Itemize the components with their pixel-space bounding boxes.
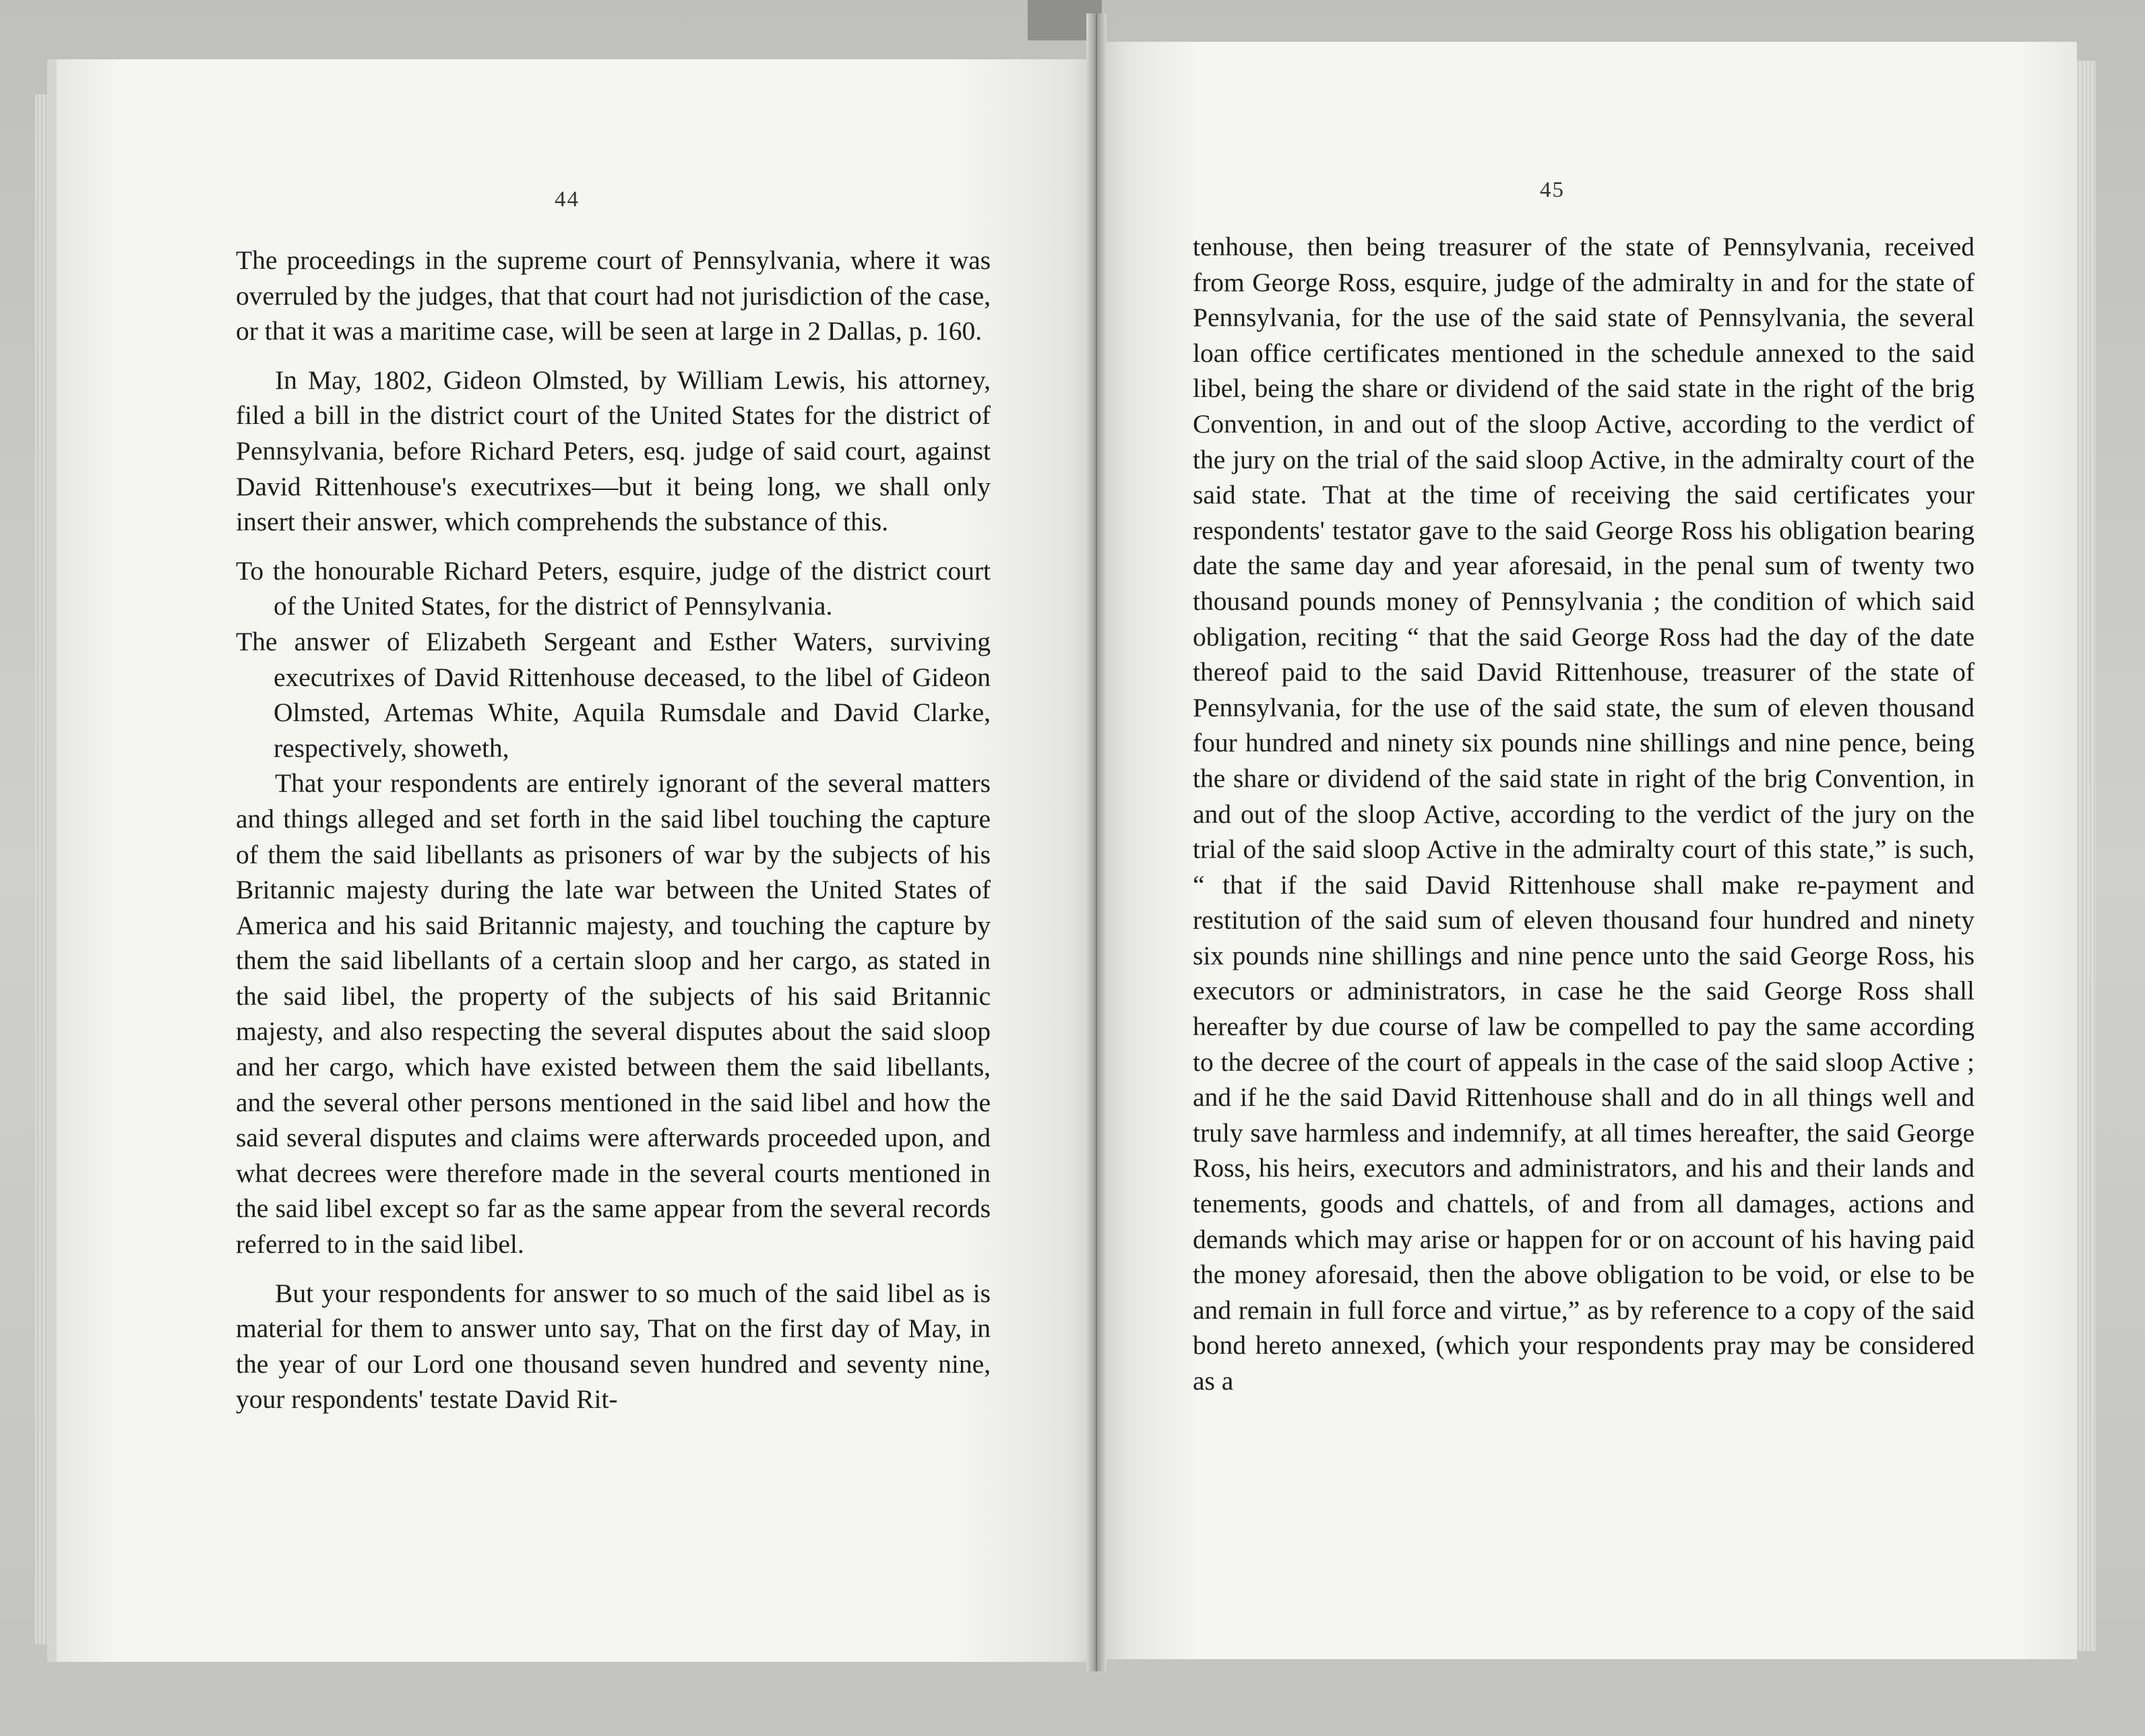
paragraph-bill-filed: In May, 1802, Gideon Olmsted, by William Lewis, his attorney, filed a bill in the district court of the United States for the district of Pennsylvania, before Richard Peters, esq. judge of said court, against David Rittenhouse's executrixes—but it being long, we shall only insert their answer, which comprehends the substance of this. [236, 365, 991, 537]
paragraph-proceedings: The proceedings in the supreme court of Pennsylvania, where it was overruled by the judges, that that court had not jurisdiction of the case, or that it was a maritime case, will be seen at large in 2 Dallas, p. 160. [236, 245, 991, 346]
left-page-text [236, 243, 991, 1417]
paragraph-respondents-answer: But your respondents for answer to so much of the said libel as is material for them to answer unto say, That on the first day of May, in the year of our Lord one thousand seven hundred and seventy nine, your respondents' testate David Rit- [236, 1278, 991, 1415]
paragraph-continuation: tenhouse, then being treasurer of the state of Pennsylvania, received from George Ross, esquire, judge of the admiralty in and for the state of Pennsylvania, for the use of the said state of Pennsylvania, the several loan office certificates mentioned in the schedule annexed to the said libel, being the share or dividend of the said state in the right of the brig Convention, in and out of the sloop Active, according to the verdict of the jury on the trial of the said sloop Active, in the admiralty court of the said state. That at the time of receiving the said certificates your respondents' testator gave to the said George Ross his obligation bearing date the same day and year aforesaid, in the penal sum of twenty two thousand pounds money of Pennsylvania ; the condition of which said obligation, reciting “ that the said George Ross had the day of the date thereof paid to the said David Rittenhouse, treasurer of the state of Pennsylvania, for the use of the said state, the sum of eleven thousand four hundred and ninety six pounds nine shillings and nine pence, being the share or dividend of the said state in right of the brig Convention, in and out of the sloop Active, according to the verdict of the jury on the trial of the said sloop Active in the admiralty court of this state,” is such, “ that if the said David Rittenhouse shall make re-payment and restitution of the said sum of eleven thousand four hundred and ninety six pounds nine shillings and nine pence unto the said George Ross, his executors or administrators, in case he the said George Ross shall hereafter by due course of law be compelled to pay the same according to the decree of the court of appeals in the case of the said sloop Active ; and if he the said David Rittenhouse shall and do in all things well and truly save harmless and indemnify, at all times hereafter, the said George Ross, his heirs, executors and administrators, and his and their lands and tenements, goods and chattels, of and from all damages, actions and demands which may arise or happen for or on account of his having paid the money aforesaid, then the above obligation to be void, or else to be and remain in full force and virtue,” as by reference to a copy of the said bond hereto annexed, (which your respondents pray may be considered as a [1193, 232, 1975, 1396]
right-page-text [1193, 229, 1975, 1399]
paragraph-address: To the honourable Richard Peters, esquire, judge of the district court of the United States, for the district of Pennsylvania. [236, 555, 991, 621]
book-gutter [1086, 13, 1107, 1671]
page-edges-right [2076, 61, 2096, 1651]
paragraph-answer-heading: The answer of Elizabeth Sergeant and Esther Waters, surviving executrixes of David Rittenhouse deceased, to the libel of Gideon Olmsted, Artemas White, Aquila Rumsdale and David Clarke, respectively, showeth, [236, 626, 991, 763]
page-number-left: 44 [555, 187, 580, 212]
page-number-right: 45 [1540, 178, 1565, 202]
paragraph-respondents-ignorant: That your respondents are entirely ignorant of the several matters and things alleged and set forth in the said libel touching the capture of them the said libellants as prisoners of war by the subjects of his Britannic majesty during the late war between the United States of America and his said Britannic majesty, and touching the capture by them the said libellants of a certain sloop and her cargo, as stated in the said libel, the property of the subjects of his said Britannic majesty, and also respecting the several disputes about the said sloop and her cargo, which have existed between them the said libellants, and the several other persons mentioned in the said libel and how the said several disputes and claims were afterwards proceeded upon, and what decrees were therefore made in the several courts mentioned in the said libel except so far as the same appear from the several records referred to in the said libel. [236, 768, 991, 1260]
